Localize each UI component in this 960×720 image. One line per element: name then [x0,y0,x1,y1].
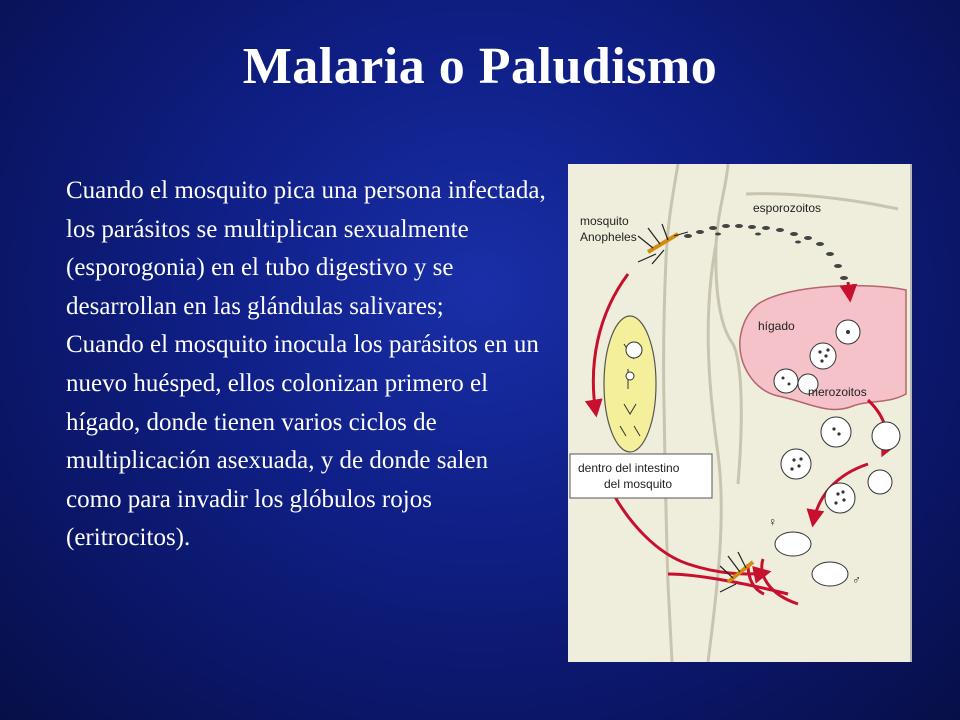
liver-label: hígado [758,319,795,333]
mosquito-label-line2: Anopheles [580,230,637,244]
malaria-life-cycle-figure [568,164,912,662]
intestine-label-line2: del mosquito [604,477,673,491]
sporozoite-stream [684,224,848,280]
mosquito-top-icon [638,224,688,264]
sporozoites-label: esporozoitos [753,201,822,215]
mosquito-label-line1: mosquito [580,214,629,228]
slide-title: Malaria o Paludismo [242,38,718,95]
intestine-label-line1: dentro del intestino [578,461,680,475]
male-symbol: ♂ [852,573,861,587]
mosquito-gut-oval [604,316,656,452]
female-symbol: ♀ [768,515,777,529]
merozoites-label: merozoitos [808,385,867,399]
paragraph-host-infection: Cuando el mosquito inocula los parásitos en un nuevo huésped, ellos colonizan primero el hígado, donde tienen varios ciclos de multiplicación asexuada, y de donde salen como para invadir los glóbulos rojos (eritrocitos). [66,331,539,552]
red-blood-cells [775,417,900,586]
body-text [66,172,546,558]
paragraph-mosquito-infection: Cuando el mosquito pica una persona infectada, los parásitos se multiplican sexualmente (esporogonia) en el tubo digestivo y se desarrollan en las glándulas salivares; [66,177,546,320]
human-body-outline [664,164,898,662]
